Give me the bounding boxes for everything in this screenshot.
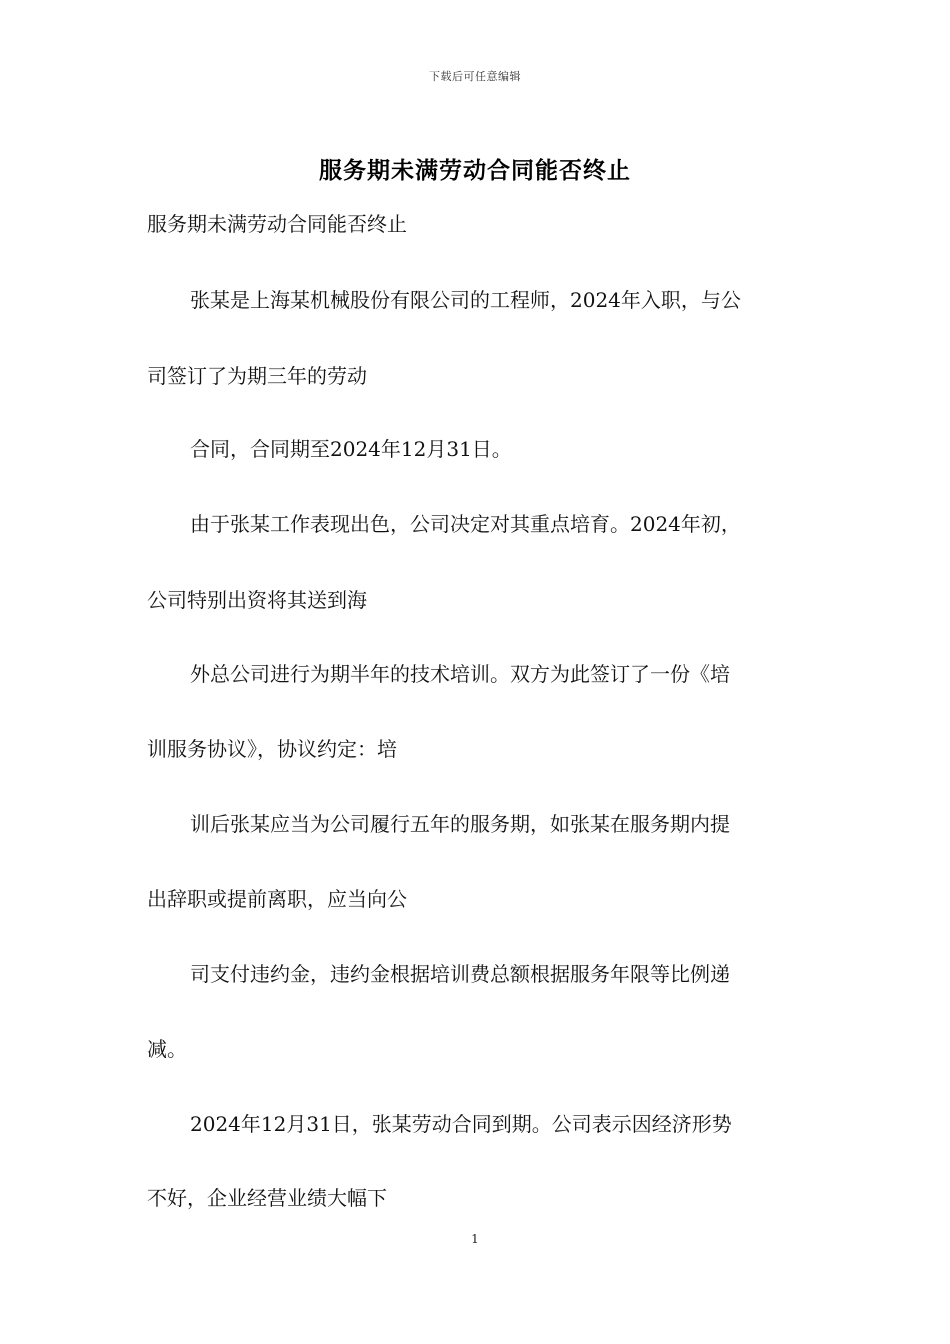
body-line: 出辞职或提前离职，应当向公 [147, 887, 407, 911]
body-line: 不好，企业经营业绩大幅下 [147, 1186, 387, 1210]
body-line: 外总公司进行为期半年的技术培训。双方为此签订了一份《培 [190, 662, 730, 686]
body-line: 公司特别出资将其送到海 [147, 588, 367, 612]
page-number: 1 [471, 1232, 479, 1246]
body-line: 由于张某工作表现出色，公司决定对其重点培育。2024年初， [190, 512, 741, 536]
body-line: 司支付违约金，违约金根据培训费总额根据服务年限等比例递 [190, 962, 730, 986]
body-line: 训服务协议》，协议约定：培 [147, 737, 397, 761]
body-line: 张某是上海某机械股份有限公司的工程师，2024年入职，与公 [190, 288, 741, 312]
body-line-subtitle: 服务期未满劳动合同能否终止 [147, 212, 407, 236]
body-line: 减。 [147, 1037, 187, 1061]
body-line: 训后张某应当为公司履行五年的服务期，如张某在服务期内提 [190, 812, 730, 836]
body-line: 司签订了为期三年的劳动 [147, 364, 367, 388]
page-header-note: 下载后可任意编辑 [429, 70, 521, 83]
document-title: 服务期未满劳动合同能否终止 [319, 157, 631, 184]
body-line: 2024年12月31日，张某劳动合同到期。公司表示因经济形势 [190, 1112, 732, 1136]
body-line: 合同，合同期至2024年12月31日。 [190, 437, 512, 461]
